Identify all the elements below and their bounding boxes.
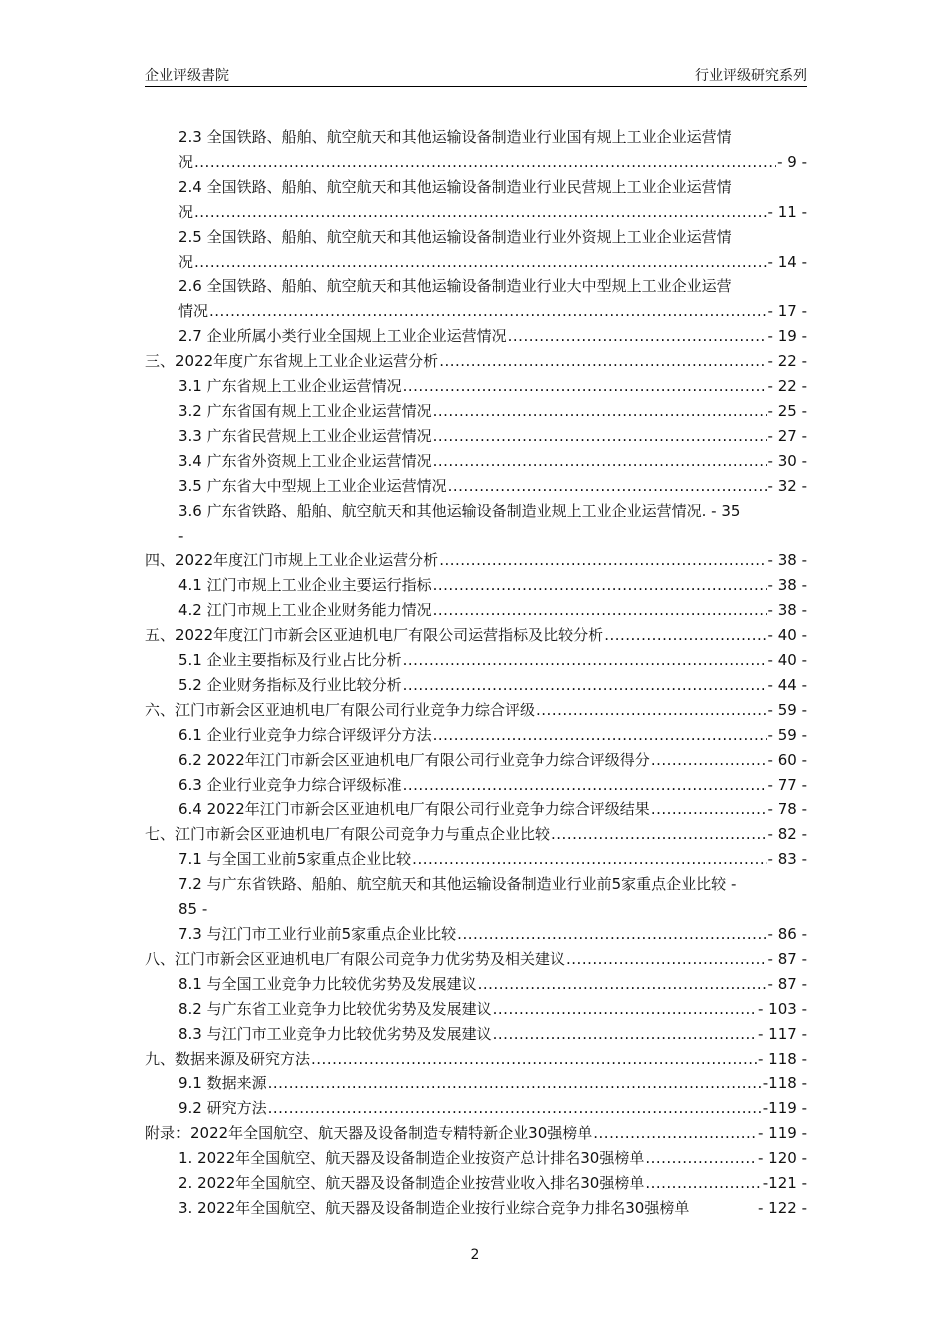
toc-entry-title-line1: 2.3 全国铁路、船舶、航空航天和其他运输设备制造业行业国有规上工业企业运营情 bbox=[178, 128, 732, 146]
toc-entry[interactable] bbox=[145, 1071, 807, 1096]
toc-entry-title: 4.2 江门市规上工业企业财务能力情况 bbox=[178, 601, 432, 620]
toc-page-number: - 17 - bbox=[767, 302, 807, 321]
toc-entry[interactable] bbox=[145, 1022, 807, 1047]
toc-entry-title: 五、2022年度江门市新会区亚迪机电厂有限公司运营指标及比较分析 bbox=[145, 626, 604, 645]
toc-entry[interactable] bbox=[145, 499, 807, 549]
toc-leader-dots bbox=[439, 548, 766, 573]
toc-leader-dots bbox=[311, 1047, 757, 1072]
toc-entry[interactable] bbox=[145, 399, 807, 424]
toc-leader-dots bbox=[457, 922, 766, 947]
toc-leader-dots bbox=[433, 399, 767, 424]
toc-page-number: - 118 - bbox=[758, 1049, 807, 1068]
toc-entry[interactable] bbox=[145, 1121, 807, 1146]
toc-leader-dots bbox=[403, 648, 767, 673]
toc-entry[interactable] bbox=[145, 648, 807, 673]
toc-page-number: - 38 - bbox=[767, 551, 807, 570]
toc-entry-title: 况 bbox=[178, 252, 194, 271]
toc-entry-title: 2.7 企业所属小类行业全国规上工业企业运营情况 bbox=[178, 327, 507, 346]
toc-entry-title-line1: 2.6 全国铁路、船舶、航空航天和其他运输设备制造业行业大中型规上工业企业运营 bbox=[178, 277, 732, 296]
toc-entry-title: 3.3 广东省民营规上工业企业运营情况 bbox=[178, 426, 432, 445]
toc-entry-title: 9.2 研究方法 bbox=[178, 1099, 267, 1118]
toc-leader-dots bbox=[536, 698, 767, 723]
toc-entry[interactable] bbox=[145, 698, 807, 723]
toc-page-number: - 82 - bbox=[767, 825, 807, 844]
toc-leader-dots bbox=[493, 997, 757, 1022]
toc-leader-dots bbox=[604, 623, 766, 648]
toc-entry[interactable] bbox=[145, 449, 807, 474]
toc-entry[interactable] bbox=[145, 847, 807, 872]
toc-page-number: - 87 - bbox=[767, 974, 807, 993]
toc-entry[interactable] bbox=[145, 623, 807, 648]
toc-leader-dots bbox=[551, 822, 767, 847]
toc-page-number: - 59 - bbox=[767, 700, 807, 719]
toc-entry-title: 七、江门市新会区亚迪机电厂有限公司竞争力与重点企业比较 bbox=[145, 825, 551, 844]
toc-page-number: - 40 - bbox=[767, 626, 807, 645]
toc-entry-title: 8.3 与江门市工业竞争力比较优劣势及发展建议 bbox=[178, 1024, 492, 1043]
toc-entry[interactable] bbox=[145, 1146, 807, 1171]
toc-entry[interactable] bbox=[145, 997, 807, 1022]
toc-entry-title-line1: 7.2 与广东省铁路、船舶、航空航天和其他运输设备制造业行业前5家重点企业比较 - bbox=[178, 875, 737, 894]
toc-entry-title: 6.1 企业行业竞争力综合评级评分方法 bbox=[178, 725, 432, 744]
toc-leader-dots bbox=[194, 250, 767, 275]
toc-page-number: - 59 - bbox=[767, 725, 807, 744]
toc-leader-dots bbox=[194, 150, 776, 175]
toc-leader-dots bbox=[493, 1022, 757, 1047]
toc-entry-title: 3.4 广东省外资规上工业企业运营情况 bbox=[178, 451, 432, 470]
toc-entry-title: - bbox=[178, 526, 184, 545]
toc-page-number: - 60 - bbox=[767, 750, 807, 769]
toc-entry-title: 六、江门市新会区亚迪机电厂有限公司行业竞争力综合评级 bbox=[145, 700, 536, 719]
toc-entry-title: 3.1 广东省规上工业企业运营情况 bbox=[178, 377, 402, 396]
toc-leader-dots bbox=[433, 424, 767, 449]
toc-entry-title: 情况 bbox=[178, 302, 209, 321]
toc-entry-title: 6.4 2022年江门市新会区亚迪机电厂有限公司行业竞争力综合评级结果 bbox=[178, 800, 650, 819]
toc-page-number: -118 - bbox=[762, 1074, 807, 1093]
toc-leader-dots bbox=[403, 673, 767, 698]
toc-entry-title: 八、江门市新会区亚迪机电厂有限公司竞争力优劣势及相关建议 bbox=[145, 949, 566, 968]
toc-entry-title: 5.1 企业主要指标及行业占比分析 bbox=[178, 651, 402, 670]
toc-page-number: - 103 - bbox=[758, 999, 807, 1018]
toc-entry[interactable] bbox=[145, 1196, 807, 1221]
toc-entry[interactable] bbox=[145, 673, 807, 698]
header-left-title: 企业评级書院 bbox=[145, 68, 229, 84]
toc-page-number: -119 - bbox=[762, 1099, 807, 1118]
toc-entry[interactable] bbox=[145, 225, 807, 275]
toc-leader-dots bbox=[433, 723, 767, 748]
toc-page-number: - 14 - bbox=[767, 252, 807, 271]
table-of-contents bbox=[145, 125, 807, 1221]
toc-leader-dots bbox=[566, 947, 767, 972]
toc-entry-title: 8.1 与全国工业竞争力比较优劣势及发展建议 bbox=[178, 974, 477, 993]
toc-entry-title: 3.5 广东省大中型规上工业企业运营情况 bbox=[178, 476, 447, 495]
toc-entry-title: 9.1 数据来源 bbox=[178, 1074, 267, 1093]
toc-page-number: - 30 - bbox=[767, 451, 807, 470]
toc-page-number: - 38 - bbox=[767, 601, 807, 620]
toc-entry-title-line1: 2.4 全国铁路、船舶、航空航天和其他运输设备制造业行业民营规上工业企业运营情 bbox=[178, 177, 732, 196]
toc-entry-title: 三、2022年度广东省规上工业企业运营分析 bbox=[145, 352, 439, 371]
toc-entry[interactable] bbox=[145, 773, 807, 798]
toc-entry-title: 2. 2022年全国航空、航天器及设备制造企业按营业收入排名30强榜单 bbox=[178, 1174, 645, 1193]
toc-page-number: - 19 - bbox=[767, 327, 807, 346]
toc-entry-title: 四、2022年度江门市规上工业企业运营分析 bbox=[145, 551, 439, 570]
toc-leader-dots bbox=[403, 773, 767, 798]
toc-entry[interactable] bbox=[145, 872, 807, 922]
toc-leader-dots bbox=[412, 847, 766, 872]
toc-entry[interactable] bbox=[145, 374, 807, 399]
toc-page-number: - 119 - bbox=[758, 1124, 807, 1143]
toc-entry[interactable] bbox=[145, 748, 807, 773]
toc-page-number: - 78 - bbox=[767, 800, 807, 819]
toc-entry-title: 6.3 企业行业竞争力综合评级标准 bbox=[178, 775, 402, 794]
toc-leader-dots bbox=[448, 474, 767, 499]
toc-entry[interactable] bbox=[145, 947, 807, 972]
toc-leader-dots bbox=[651, 748, 767, 773]
toc-entry[interactable] bbox=[145, 598, 807, 623]
toc-page-number: - 38 - bbox=[767, 576, 807, 595]
toc-entry[interactable] bbox=[145, 125, 807, 175]
toc-leader-dots bbox=[645, 1146, 757, 1171]
toc-page-number: - 87 - bbox=[767, 949, 807, 968]
toc-entry[interactable] bbox=[145, 797, 807, 822]
toc-entry-title: 85 - bbox=[178, 900, 208, 919]
toc-entry-title: 况 bbox=[178, 152, 194, 171]
toc-entry[interactable] bbox=[145, 1047, 807, 1072]
toc-entry[interactable] bbox=[145, 972, 807, 997]
toc-leader-dots bbox=[209, 299, 767, 324]
toc-entry-title: 3. 2022年全国航空、航天器及设备制造企业按行业综合竞争力排名30强榜单 bbox=[178, 1198, 690, 1217]
toc-page-number: - 120 - bbox=[758, 1149, 807, 1168]
toc-leader-dots bbox=[593, 1121, 757, 1146]
toc-page-number: - 122 - bbox=[758, 1198, 807, 1217]
page-header bbox=[145, 66, 807, 87]
toc-entry-title: 7.3 与江门市工业行业前5家重点企业比较 bbox=[178, 925, 457, 943]
toc-leader-dots bbox=[433, 573, 767, 598]
toc-leader-dots bbox=[478, 972, 767, 997]
toc-entry[interactable] bbox=[145, 822, 807, 847]
toc-page-number: - 77 - bbox=[767, 775, 807, 794]
toc-leader-dots bbox=[433, 598, 767, 623]
toc-entry-title: 7.1 与全国工业前5家重点企业比较 bbox=[178, 850, 412, 869]
toc-leader-dots bbox=[439, 349, 766, 374]
toc-entry[interactable] bbox=[145, 1171, 807, 1196]
toc-page-number: - 9 - bbox=[777, 152, 807, 171]
toc-entry-title: 九、数据来源及研究方法 bbox=[145, 1049, 311, 1068]
toc-entry[interactable] bbox=[145, 723, 807, 748]
toc-page-number: - 25 - bbox=[767, 401, 807, 420]
toc-entry[interactable] bbox=[145, 175, 807, 225]
toc-entry-title: 附录：2022年全国航空、航天器及设备制造专精特新企业30强榜单 bbox=[145, 1124, 593, 1143]
toc-page-number: - 117 - bbox=[758, 1024, 807, 1043]
toc-page-number: -121 - bbox=[762, 1174, 807, 1193]
toc-entry[interactable] bbox=[145, 548, 807, 573]
toc-entry[interactable] bbox=[145, 349, 807, 374]
toc-page-number: - 22 - bbox=[767, 352, 807, 371]
toc-page-number: - 83 - bbox=[767, 850, 807, 869]
toc-leader-dots bbox=[433, 449, 767, 474]
toc-leader-dots bbox=[651, 797, 767, 822]
toc-entry[interactable] bbox=[145, 274, 807, 324]
toc-leader-dots bbox=[268, 1071, 762, 1096]
toc-leader-dots bbox=[403, 374, 767, 399]
toc-entry[interactable] bbox=[145, 474, 807, 499]
toc-entry[interactable] bbox=[145, 424, 807, 449]
toc-entry-title: 3.2 广东省国有规上工业企业运营情况 bbox=[178, 401, 432, 420]
toc-entry[interactable] bbox=[145, 1096, 807, 1121]
toc-entry[interactable] bbox=[145, 922, 807, 947]
toc-leader-dots bbox=[508, 324, 767, 349]
toc-entry-title: 6.2 2022年江门市新会区亚迪机电厂有限公司行业竞争力综合评级得分 bbox=[178, 750, 650, 769]
toc-entry[interactable] bbox=[145, 573, 807, 598]
toc-page-number: - 11 - bbox=[767, 202, 807, 221]
toc-page-number: - 86 - bbox=[767, 925, 807, 943]
toc-entry-title: 况 bbox=[178, 202, 194, 221]
toc-page-number: - 22 - bbox=[767, 377, 807, 396]
toc-entry-title-line1: 3.6 广东省铁路、船舶、航空航天和其他运输设备制造业规上工业企业运营情况. - 35 bbox=[178, 501, 741, 520]
toc-entry[interactable] bbox=[145, 324, 807, 349]
header-right-title: 行业评级研究系列 bbox=[695, 68, 807, 84]
toc-entry-title: 5.2 企业财务指标及行业比较分析 bbox=[178, 675, 402, 694]
toc-page-number: - 27 - bbox=[767, 426, 807, 445]
toc-page-number: - 44 - bbox=[767, 675, 807, 694]
toc-leader-dots bbox=[268, 1096, 762, 1121]
toc-entry-title: 1. 2022年全国航空、航天器及设备制造企业按资产总计排名30强榜单 bbox=[178, 1149, 645, 1168]
toc-page-number: - 40 - bbox=[767, 651, 807, 670]
toc-leader-dots bbox=[645, 1171, 761, 1196]
toc-leader-dots bbox=[194, 200, 767, 225]
toc-entry-title: 4.1 江门市规上工业企业主要运行指标 bbox=[178, 576, 432, 595]
toc-entry-title-line1: 2.5 全国铁路、船舶、航空航天和其他运输设备制造业行业外资规上工业企业运营情 bbox=[178, 227, 732, 246]
page-number: 2 bbox=[470, 1247, 480, 1263]
toc-entry-title: 8.2 与广东省工业竞争力比较优劣势及发展建议 bbox=[178, 999, 492, 1018]
toc-page-number: - 32 - bbox=[767, 476, 807, 495]
